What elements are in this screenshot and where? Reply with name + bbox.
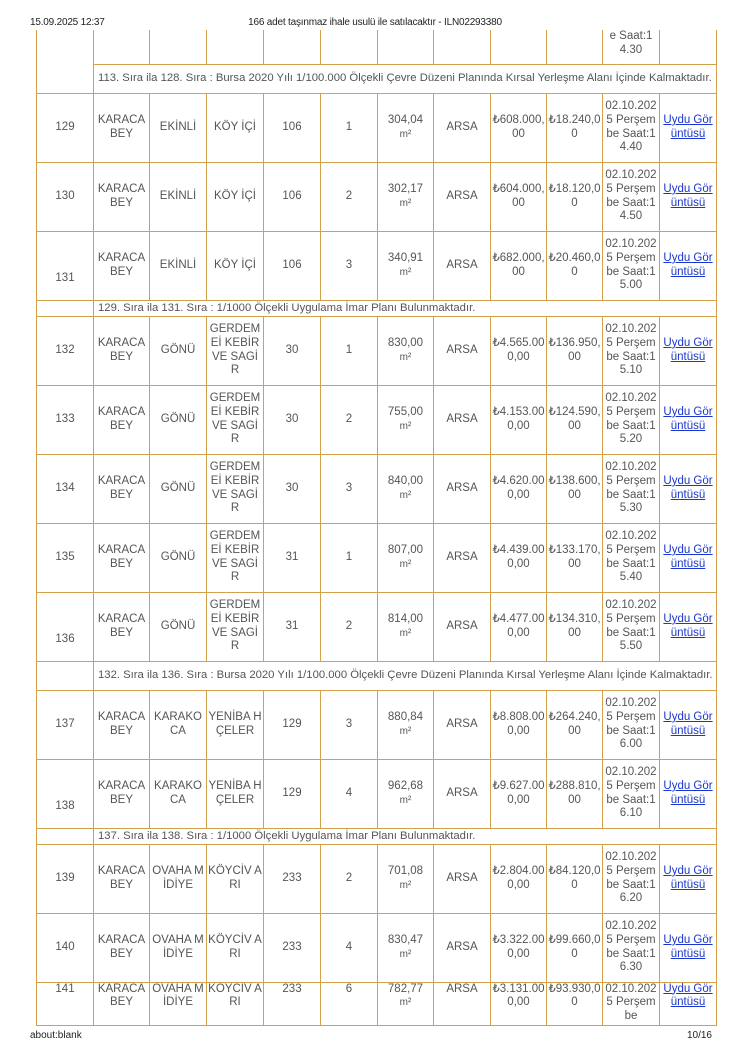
cell-mevki: KÖY İÇİ <box>207 162 264 231</box>
cell-no: 133 <box>37 385 94 454</box>
satellite-view-link[interactable]: Uydu Görüntüsü <box>663 405 713 432</box>
cell-ilce: KARACA BEY <box>94 316 150 385</box>
cell-teminat: ₺18.120,00 <box>547 162 603 231</box>
table-row <box>37 93 717 162</box>
cell-parsel: 3 <box>321 690 378 759</box>
table-row <box>37 454 717 523</box>
area-unit: m² <box>399 420 412 432</box>
cell-tarih: 02.10.2025 Perşembe Saat:15.10 <box>603 316 660 385</box>
area-unit: m² <box>399 558 412 570</box>
cell-mahalle: EKİNLİ <box>150 93 207 162</box>
area-unit: m² <box>399 351 412 363</box>
cell-link <box>660 523 717 592</box>
satellite-view-link[interactable]: Uydu Görüntüsü <box>663 251 713 278</box>
cell-ada: 129 <box>264 690 321 759</box>
cell-parsel: 1 <box>321 316 378 385</box>
cell-link <box>660 231 717 300</box>
cell-tarih: 02.10.2025 Perşembe Saat:15.40 <box>603 523 660 592</box>
cell-ilce: KARACA BEY <box>94 454 150 523</box>
cell-link <box>660 93 717 162</box>
cell-mahalle: KARAKO CA <box>150 759 207 828</box>
cell-ilce: KARACA BEY <box>94 523 150 592</box>
cell-nitelik: ARSA <box>434 316 491 385</box>
cell-parsel: 4 <box>321 759 378 828</box>
cell-mevki: GERDEMEİ KEBİR VE SAGİR <box>207 454 264 523</box>
cell-ada: 106 <box>264 93 321 162</box>
area-value: 782,77 <box>387 982 424 995</box>
cell-ilce: KARACA BEY <box>94 844 150 913</box>
cell-mevki: YENİBA HÇELER <box>207 690 264 759</box>
table-body <box>37 30 717 1025</box>
table-row <box>37 690 717 759</box>
cell-ilce: KARACA BEY <box>94 982 150 1025</box>
area-value: 840,00 <box>387 474 424 487</box>
cell-link <box>660 385 717 454</box>
cell-parsel: 3 <box>321 231 378 300</box>
cell-tarih: 02.10.2025 Perşembe Saat:15.00 <box>603 231 660 300</box>
cell-ada: 106 <box>264 231 321 300</box>
cell-link <box>660 913 717 982</box>
area-value: 962,68 <box>387 779 424 792</box>
cell-alan <box>378 93 434 162</box>
cell-tarih: 02.10.2025 Perşembe Saat:15.20 <box>603 385 660 454</box>
cell-ada: 30 <box>264 316 321 385</box>
cell-teminat: ₺99.660,00 <box>547 913 603 982</box>
print-datetime: 15.09.2025 12:37 <box>30 17 105 28</box>
cell-ada: 31 <box>264 523 321 592</box>
cell-blank <box>37 828 94 844</box>
cell-blank <box>37 30 94 93</box>
cell-tarih: 02.10.2025 Perşembe Saat:14.40 <box>603 93 660 162</box>
note-text: 132. Sıra ila 136. Sıra : Bursa 2020 Yılı 1/100.000 Ölçekli Çevre Düzeni Planında Kırsal Yerleşme Alanı İçinde Kalmaktadır. <box>94 661 717 690</box>
cell-tarih: 02.10.2025 Perşembe Saat:15.50 <box>603 592 660 661</box>
table-row <box>37 385 717 454</box>
cell-nitelik: ARSA <box>434 982 491 1025</box>
satellite-view-link[interactable]: Uydu Görüntüsü <box>663 982 713 1009</box>
cell-ilce: KARACA BEY <box>94 913 150 982</box>
cell-ada: 30 <box>264 454 321 523</box>
cell-bedel: ₺608.000,00 <box>491 93 547 162</box>
cell-mahalle: GÖNÜ <box>150 316 207 385</box>
cell-tarih: 02.10.2025 Perşembe Saat:16.30 <box>603 913 660 982</box>
table-row <box>37 913 717 982</box>
table-note-row <box>37 300 717 316</box>
cell-ada: 106 <box>264 162 321 231</box>
area-value: 830,00 <box>387 336 424 349</box>
area-unit: m² <box>399 879 412 891</box>
cell-link <box>660 454 717 523</box>
cell-link <box>660 316 717 385</box>
cell-bedel: ₺4.477.000,00 <box>491 592 547 661</box>
cell-parsel: 6 <box>321 982 378 1025</box>
cell-bedel: ₺8.808.000,00 <box>491 690 547 759</box>
cell-mahalle: GÖNÜ <box>150 592 207 661</box>
area-unit: m² <box>399 794 412 806</box>
auction-table <box>36 30 717 1026</box>
cell-bedel: ₺3.322.000,00 <box>491 913 547 982</box>
cell-link <box>660 982 717 1025</box>
cell-blank <box>37 661 94 690</box>
cell-nitelik: ARSA <box>434 592 491 661</box>
cell-ilce: KARACA BEY <box>94 592 150 661</box>
cell-alan <box>378 759 434 828</box>
cell-tarih: 02.10.2025 Perşembe Saat:16.20 <box>603 844 660 913</box>
cell-bedel: ₺604.000,00 <box>491 162 547 231</box>
table-row <box>37 592 717 661</box>
print-url: about:blank <box>30 1030 82 1041</box>
cell-link <box>660 592 717 661</box>
cell-no: 135 <box>37 523 94 592</box>
cell-mevki: KÖYCİV ARI <box>207 844 264 913</box>
cell-ilce: KARACA BEY <box>94 162 150 231</box>
cell-nitelik: ARSA <box>434 231 491 300</box>
cell-bedel: ₺682.000,00 <box>491 231 547 300</box>
cell-nitelik: ARSA <box>434 759 491 828</box>
table-row <box>37 982 717 1025</box>
table-row <box>37 162 717 231</box>
cell-mevki: KÖY İÇİ <box>207 93 264 162</box>
cell-bedel: ₺3.131.000,00 <box>491 982 547 1025</box>
cell-alan <box>378 454 434 523</box>
area-unit: m² <box>399 627 412 639</box>
cell-teminat: ₺264.240,00 <box>547 690 603 759</box>
cell-ilce: KARACA BEY <box>94 93 150 162</box>
cell-tarih: 02.10.2025 Perşembe Saat:16.10 <box>603 759 660 828</box>
cell-no: 140 <box>37 913 94 982</box>
cell-no: 130 <box>37 162 94 231</box>
table-row <box>37 523 717 592</box>
satellite-view-link[interactable]: Uydu Görüntüsü <box>663 182 713 209</box>
cell-mevki: GERDEMEİ KEBİR VE SAGİR <box>207 385 264 454</box>
cell-nitelik: ARSA <box>434 93 491 162</box>
cell-mevki: KÖYCİV ARI <box>207 913 264 982</box>
area-value: 814,00 <box>387 612 424 625</box>
table-row <box>37 759 717 828</box>
table-row <box>37 844 717 913</box>
cell-alan <box>378 231 434 300</box>
area-unit: m² <box>399 725 412 737</box>
area-value: 807,00 <box>387 543 424 556</box>
cell-bedel: ₺4.439.000,00 <box>491 523 547 592</box>
cell-mevki: GERDEMEİ KEBİR VE SAGİR <box>207 592 264 661</box>
cell-nitelik: ARSA <box>434 162 491 231</box>
note-text: 113. Sıra ila 128. Sıra : Bursa 2020 Yılı 1/100.000 Ölçekli Çevre Düzeni Planında Kırsal Yerleşme Alanı İçinde Kalmaktadır. <box>94 64 717 93</box>
cell-no: 137 <box>37 690 94 759</box>
area-value: 830,47 <box>387 933 424 946</box>
cell-no: 131 <box>37 231 94 300</box>
cell-teminat: ₺18.240,00 <box>547 93 603 162</box>
cell-link <box>660 162 717 231</box>
cell-link <box>660 844 717 913</box>
cell-parsel: 2 <box>321 162 378 231</box>
cell-mevki: KÖY İÇİ <box>207 231 264 300</box>
cell-no: 132 <box>37 316 94 385</box>
cell-ada: 129 <box>264 759 321 828</box>
cell-parsel: 1 <box>321 523 378 592</box>
cell-no: 139 <box>37 844 94 913</box>
cell-mahalle: GÖNÜ <box>150 454 207 523</box>
satellite-view-link[interactable]: Uydu Görüntüsü <box>663 864 713 891</box>
cell-teminat: ₺288.810,00 <box>547 759 603 828</box>
cell-teminat: ₺124.590,00 <box>547 385 603 454</box>
table-row-fragment <box>37 30 717 64</box>
cell-teminat: ₺134.310,00 <box>547 592 603 661</box>
cell-mahalle: KARAKO CA <box>150 690 207 759</box>
cell-no: 136 <box>37 592 94 661</box>
area-value: 755,00 <box>387 405 424 418</box>
cell-alan <box>378 913 434 982</box>
cell-mevki: GERDEMEİ KEBİR VE SAGİR <box>207 316 264 385</box>
cell-mevki: YENİBA HÇELER <box>207 759 264 828</box>
cell-nitelik: ARSA <box>434 454 491 523</box>
cell-mahalle: OVAHA MİDİYE <box>150 982 207 1025</box>
cell-ada: 233 <box>264 844 321 913</box>
area-value: 304,04 <box>387 113 424 126</box>
cell-parsel: 3 <box>321 454 378 523</box>
cell-nitelik: ARSA <box>434 844 491 913</box>
cell-parsel: 2 <box>321 385 378 454</box>
cell-no: 134 <box>37 454 94 523</box>
area-value: 880,84 <box>387 710 424 723</box>
cell-ada: 233 <box>264 982 321 1025</box>
satellite-view-link[interactable]: Uydu Görüntüsü <box>663 336 713 363</box>
table-note-row <box>37 661 717 690</box>
cell-parsel: 2 <box>321 592 378 661</box>
cell-teminat: ₺136.950,00 <box>547 316 603 385</box>
cell-blank <box>37 300 94 316</box>
print-title: 166 adet taşınmaz ihale usulü ile satılacaktır - ILN02293380 <box>248 17 502 28</box>
area-unit: m² <box>399 266 412 278</box>
cell-ilce: KARACA BEY <box>94 385 150 454</box>
cell-parsel: 2 <box>321 844 378 913</box>
cell-ilce: KARACA BEY <box>94 231 150 300</box>
table-note-row <box>37 64 717 93</box>
cell-tarih: 02.10.2025 Perşembe Saat:14.50 <box>603 162 660 231</box>
cell-mahalle: GÖNÜ <box>150 523 207 592</box>
cell-no: 129 <box>37 93 94 162</box>
note-text: 137. Sıra ila 138. Sıra : 1/1000 Ölçekli Uygulama İmar Planı Bulunmaktadır. <box>94 828 717 844</box>
cell-ada: 233 <box>264 913 321 982</box>
note-text: 129. Sıra ila 131. Sıra : 1/1000 Ölçekli Uygulama İmar Planı Bulunmaktadır. <box>94 300 717 316</box>
cell-bedel: ₺2.804.000,00 <box>491 844 547 913</box>
cell-nitelik: ARSA <box>434 385 491 454</box>
satellite-view-link[interactable]: Uydu Görüntüsü <box>663 612 713 639</box>
satellite-view-link[interactable]: Uydu Görüntüsü <box>663 710 713 737</box>
cell-teminat: ₺138.600,00 <box>547 454 603 523</box>
area-unit: m² <box>399 197 412 209</box>
cell-alan <box>378 162 434 231</box>
area-unit: m² <box>399 489 412 501</box>
cell-tarih: e Saat:1 4.30 <box>603 30 660 64</box>
cell-alan <box>378 523 434 592</box>
cell-alan <box>378 844 434 913</box>
cell-teminat: ₺20.460,00 <box>547 231 603 300</box>
satellite-view-link[interactable]: Uydu Görüntüsü <box>663 474 713 501</box>
cell-alan <box>378 592 434 661</box>
cell-nitelik: ARSA <box>434 523 491 592</box>
cell-mahalle: OVAHA MİDİYE <box>150 844 207 913</box>
table-row <box>37 316 717 385</box>
cell-parsel: 4 <box>321 913 378 982</box>
area-unit: m² <box>399 128 412 140</box>
cell-alan <box>378 690 434 759</box>
cell-alan <box>378 982 434 1025</box>
cell-tarih: 02.10.2025 Perşembe Saat:16.00 <box>603 690 660 759</box>
area-value: 302,17 <box>387 182 424 195</box>
area-unit: m² <box>399 997 412 1009</box>
cell-tarih: 02.10.2025 Perşembe Saat:15.30 <box>603 454 660 523</box>
cell-ada: 31 <box>264 592 321 661</box>
area-value: 340,91 <box>387 251 424 264</box>
cell-ilce: KARACA BEY <box>94 690 150 759</box>
cell-bedel: ₺9.627.000,00 <box>491 759 547 828</box>
cell-mevki: GERDEMEİ KEBİR VE SAGİR <box>207 523 264 592</box>
area-unit: m² <box>399 948 412 960</box>
cell-teminat: ₺133.170,00 <box>547 523 603 592</box>
cell-mevki: KÖYCİV ARI <box>207 982 264 1025</box>
cell-alan <box>378 385 434 454</box>
area-value: 701,08 <box>387 864 424 877</box>
cell-bedel: ₺4.153.000,00 <box>491 385 547 454</box>
cell-no: 138 <box>37 759 94 828</box>
cell-ada: 30 <box>264 385 321 454</box>
cell-alan <box>378 316 434 385</box>
cell-mahalle: EKİNLİ <box>150 231 207 300</box>
cell-mahalle: OVAHA MİDİYE <box>150 913 207 982</box>
cell-nitelik: ARSA <box>434 690 491 759</box>
cell-tarih: 02.10.2025 Perşembe <box>603 982 660 1025</box>
cell-mahalle: GÖNÜ <box>150 385 207 454</box>
page-number: 10/16 <box>686 1030 712 1041</box>
table-note-row <box>37 828 717 844</box>
cell-mahalle: EKİNLİ <box>150 162 207 231</box>
cell-link <box>660 690 717 759</box>
cell-bedel: ₺4.565.000,00 <box>491 316 547 385</box>
cell-bedel: ₺4.620.000,00 <box>491 454 547 523</box>
satellite-view-link[interactable]: Uydu Görüntüsü <box>663 933 713 960</box>
satellite-view-link[interactable]: Uydu Görüntüsü <box>663 543 713 570</box>
satellite-view-link[interactable]: Uydu Görüntüsü <box>663 779 713 806</box>
table-row <box>37 231 717 300</box>
cell-ilce: KARACA BEY <box>94 759 150 828</box>
cell-no: 141 <box>37 982 94 1025</box>
cell-link <box>660 759 717 828</box>
cell-nitelik: ARSA <box>434 913 491 982</box>
satellite-view-link[interactable]: Uydu Görüntüsü <box>663 113 713 140</box>
cell-parsel: 1 <box>321 93 378 162</box>
cell-teminat: ₺84.120,00 <box>547 844 603 913</box>
cell-teminat: ₺93.930,00 <box>547 982 603 1025</box>
